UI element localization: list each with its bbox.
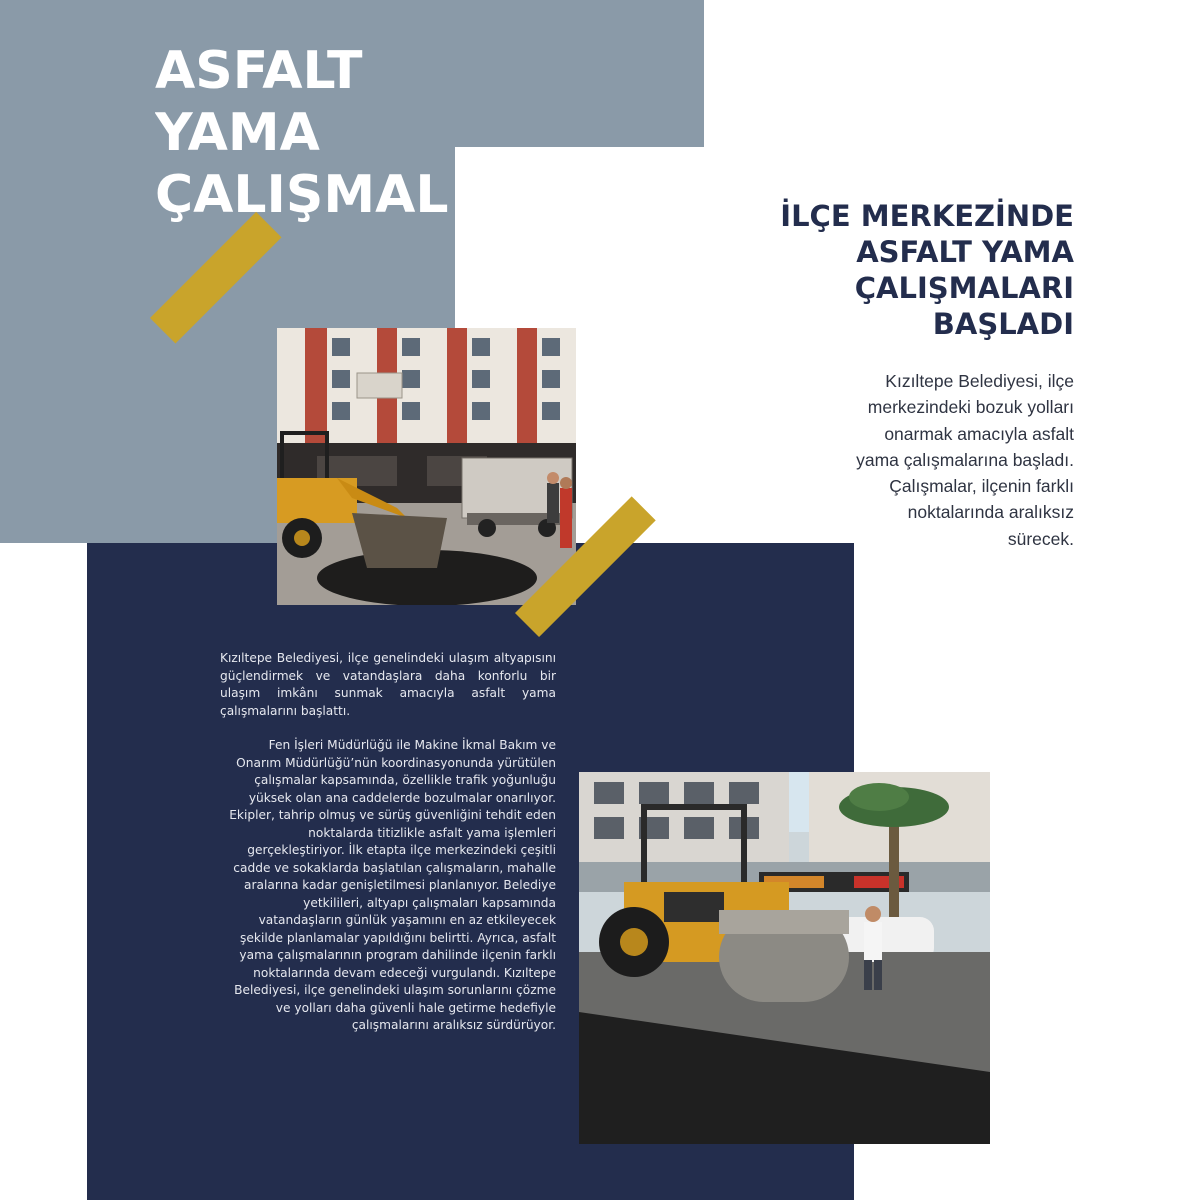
headline-line-4: BAŞLADI <box>932 307 1074 341</box>
lead-line-4: yama çalışmalarına başladı. <box>856 449 1074 470</box>
cover-title-line-1: ASFALT <box>155 41 363 101</box>
road-roller-photo <box>579 772 990 1144</box>
article-paragraph-2: Fen İşleri Müdürlüğü ile Makine İkmal Bakım ve Onarım Müdürlüğü’nün koordinasyonunda yürütülen çalışmalar kapsamında, özellikle trafik yoğunluğu yüksek olan ana caddelerde bozulmalar onarılıyor. Ekipler, tahrip olmuş ve sürüş güvenliğini tehdit eden noktalarda titizlikle asfalt yama işlemleri gerçekleştiriyor. İlk etapta ilçe merkezindeki çeşitli cadde ve sokaklarda başlatılan çalışmaların, mahalle aralarına kadar genişletilmesi planlanıyor. Belediye yetkilileri, altyapı çalışmaları kapsamında vatandaşların günlük yaşamını en az etkileyecek şekilde planlamalar yapıldığını belirtti. Ayrıca, asfalt yama çalışmalarının program dahilinde ilçenin farklı noktalarında devam edeceği vurgulandı. Kızıltepe Belediyesi, ilçe genelindeki ulaşım sorunlarını çözme ve yolları daha güvenli hale getirme hedefiyle çalışmalarını aralıksız sürdürüyor. <box>229 738 556 1032</box>
article-body <box>220 650 556 1035</box>
lead-line-3: onarmak amacıyla asfalt <box>884 423 1074 444</box>
cover-title-line-2: YAMA <box>155 103 320 163</box>
headline-line-1: İLÇE MERKEZİNDE <box>780 199 1074 233</box>
loader-photo <box>277 328 576 605</box>
headline-line-3: ÇALIŞMALARI <box>854 271 1074 305</box>
cover-title-line-3: ÇALIŞMAL <box>155 165 449 225</box>
cover-title <box>155 40 455 226</box>
lead-line-1: Kızıltepe Belediyesi, ilçe <box>885 371 1074 391</box>
road-roller-photo-illustration <box>579 772 990 1144</box>
lead-line-2: merkezindeki bozuk yolları <box>867 397 1074 418</box>
lead-line-6: noktalarında aralıksız <box>907 502 1074 523</box>
lead-line-7: sürecek. <box>1007 528 1074 549</box>
headline <box>654 198 1074 342</box>
headline-line-2: ASFALT YAMA <box>856 235 1074 269</box>
lead-paragraph <box>774 368 1074 552</box>
lead-line-5: Çalışmalar, ilçenin farklı <box>889 476 1074 497</box>
article-paragraph-1: Kızıltepe Belediyesi, ilçe genelindeki ulaşım altyapısını güçlendirmek ve vatandaşlara daha konforlu bir ulaşım imkânı sunmak amacıyla asfalt yama çalışmalarını başlattı. <box>220 651 556 718</box>
loader-photo-illustration <box>277 328 576 605</box>
